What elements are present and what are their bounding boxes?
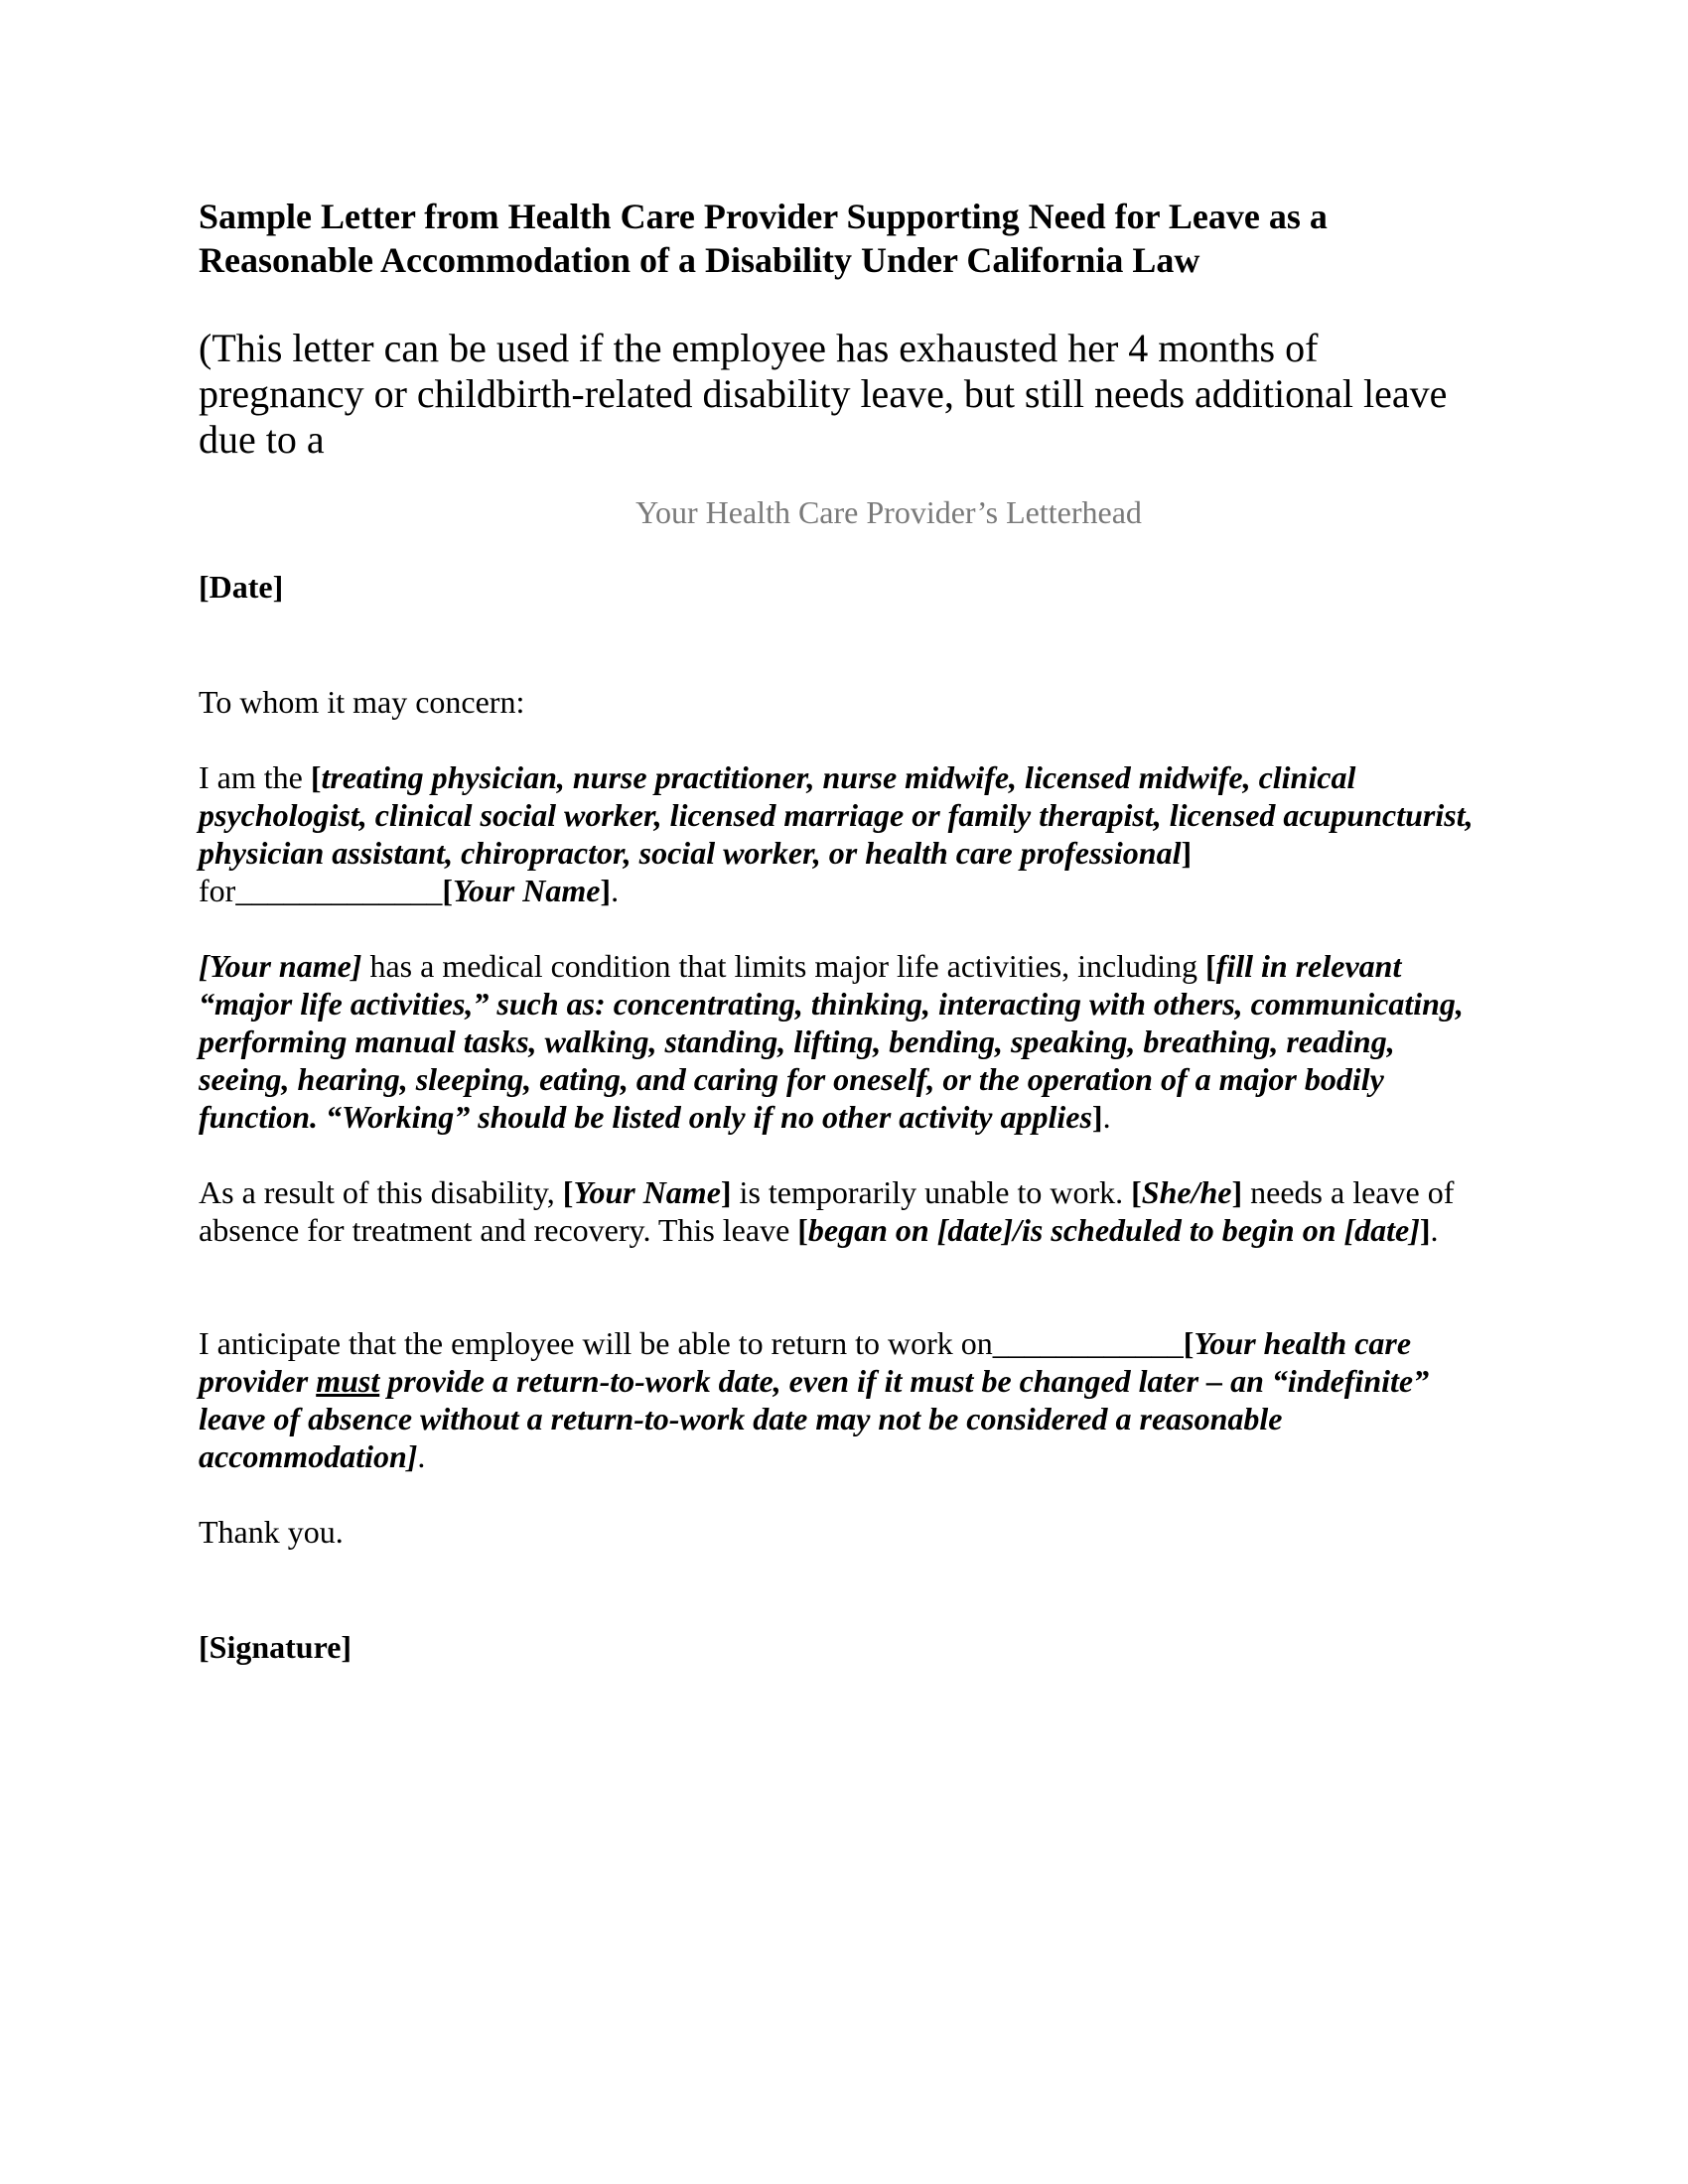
p4-end: . (417, 1438, 426, 1474)
must-emphasis: must (316, 1363, 380, 1399)
p1-end: . (611, 873, 620, 908)
p2-text: has a medical condition that limits major life activities, including (361, 948, 1206, 984)
p1-name-close: ] (600, 873, 612, 908)
signature-placeholder: [Signature] (199, 1629, 352, 1665)
p3-name-open: [ (562, 1174, 574, 1210)
letterhead-placeholder: Your Health Care Provider’s Letterhead (635, 494, 1142, 530)
your-name-placeholder: [Your name] (199, 948, 362, 984)
p4-lead: I anticipate that the employee will be able to return to work on (199, 1325, 993, 1361)
p1-lead: I am the (199, 759, 311, 795)
p4-note-b: provide a return-to-work date, even if it must be changed later – an “indefinite” leave of absence without a return-to-work date may not be considered a reasonable accommodation] (199, 1363, 1430, 1474)
name-blank: _____________ (235, 873, 443, 908)
your-name-placeholder: Your Name (452, 873, 601, 908)
p3-mid: is temporarily unable to work. (731, 1174, 1132, 1210)
p3-pronoun-close: ] (1231, 1174, 1243, 1210)
document-title: Sample Letter from Health Care Provider Supporting Need for Leave as a Reasonable Accommodation of a Disability Under California Law (199, 197, 1328, 280)
p1-for: for (199, 873, 236, 908)
closing-thanks: Thank you. (199, 1514, 344, 1550)
paragraph-leave (199, 1173, 1489, 1249)
intro-note: (This letter can be used if the employee has exhausted her 4 months of pregnancy or childbirth-related disability leave, but still needs additional leave due to a (199, 326, 1448, 462)
p2-end: . (1102, 1099, 1111, 1135)
p1-close-bracket: ] (1181, 835, 1193, 871)
paragraph-provider-role (199, 758, 1489, 909)
paragraph-return-date (199, 1324, 1489, 1475)
salutation: To whom it may concern: (199, 684, 525, 720)
p2-open-bracket: [ (1205, 948, 1216, 984)
date-placeholder: [Date] (199, 569, 284, 605)
p1-open-bracket: [ (310, 759, 322, 795)
p3-lead: As a result of this disability, (199, 1174, 563, 1210)
pronoun-placeholder: She/he (1141, 1174, 1232, 1210)
p2-close-bracket: ] (1091, 1099, 1103, 1135)
provider-roles: treating physician, nurse practitioner, nurse midwife, licensed midwife, clinical psychologist, clinical social worker, licensed marriage or family therapist, licensed acupuncturist, physician assistant, chiropractor, social worker, or health care professional (199, 759, 1474, 871)
return-date-blank: ____________ (992, 1325, 1184, 1361)
leave-date-placeholder: began on [date]/is scheduled to begin on [date] (807, 1212, 1420, 1248)
p4-note-a: Your health care provider (199, 1325, 1412, 1399)
letter-page (199, 0, 1489, 2184)
p3-pronoun-open: [ (1131, 1174, 1142, 1210)
p1-name-open: [ (442, 873, 453, 908)
p3-name-close: ] (720, 1174, 732, 1210)
p3-end: . (1430, 1212, 1439, 1248)
p3-leave-close: ] (1419, 1212, 1431, 1248)
p4-open-bracket: [ (1183, 1325, 1195, 1361)
p3-leave-open: [ (797, 1212, 808, 1248)
paragraph-condition (199, 947, 1489, 1136)
p3-mid2: needs a leave of absence for treatment and recovery. This leave (199, 1174, 1455, 1248)
your-name-placeholder: Your Name (573, 1174, 721, 1210)
life-activities-list: fill in relevant “major life activities,” such as: concentrating, thinking, interacting with others, communicating, performing manual tasks, walking, standing, lifting, bending, speaking, breathing, reading, seeing, hearing, sleeping, eating, and caring for oneself, or the operation of a major bodily function. “Working” should be listed only if no other activity applies (199, 948, 1464, 1135)
